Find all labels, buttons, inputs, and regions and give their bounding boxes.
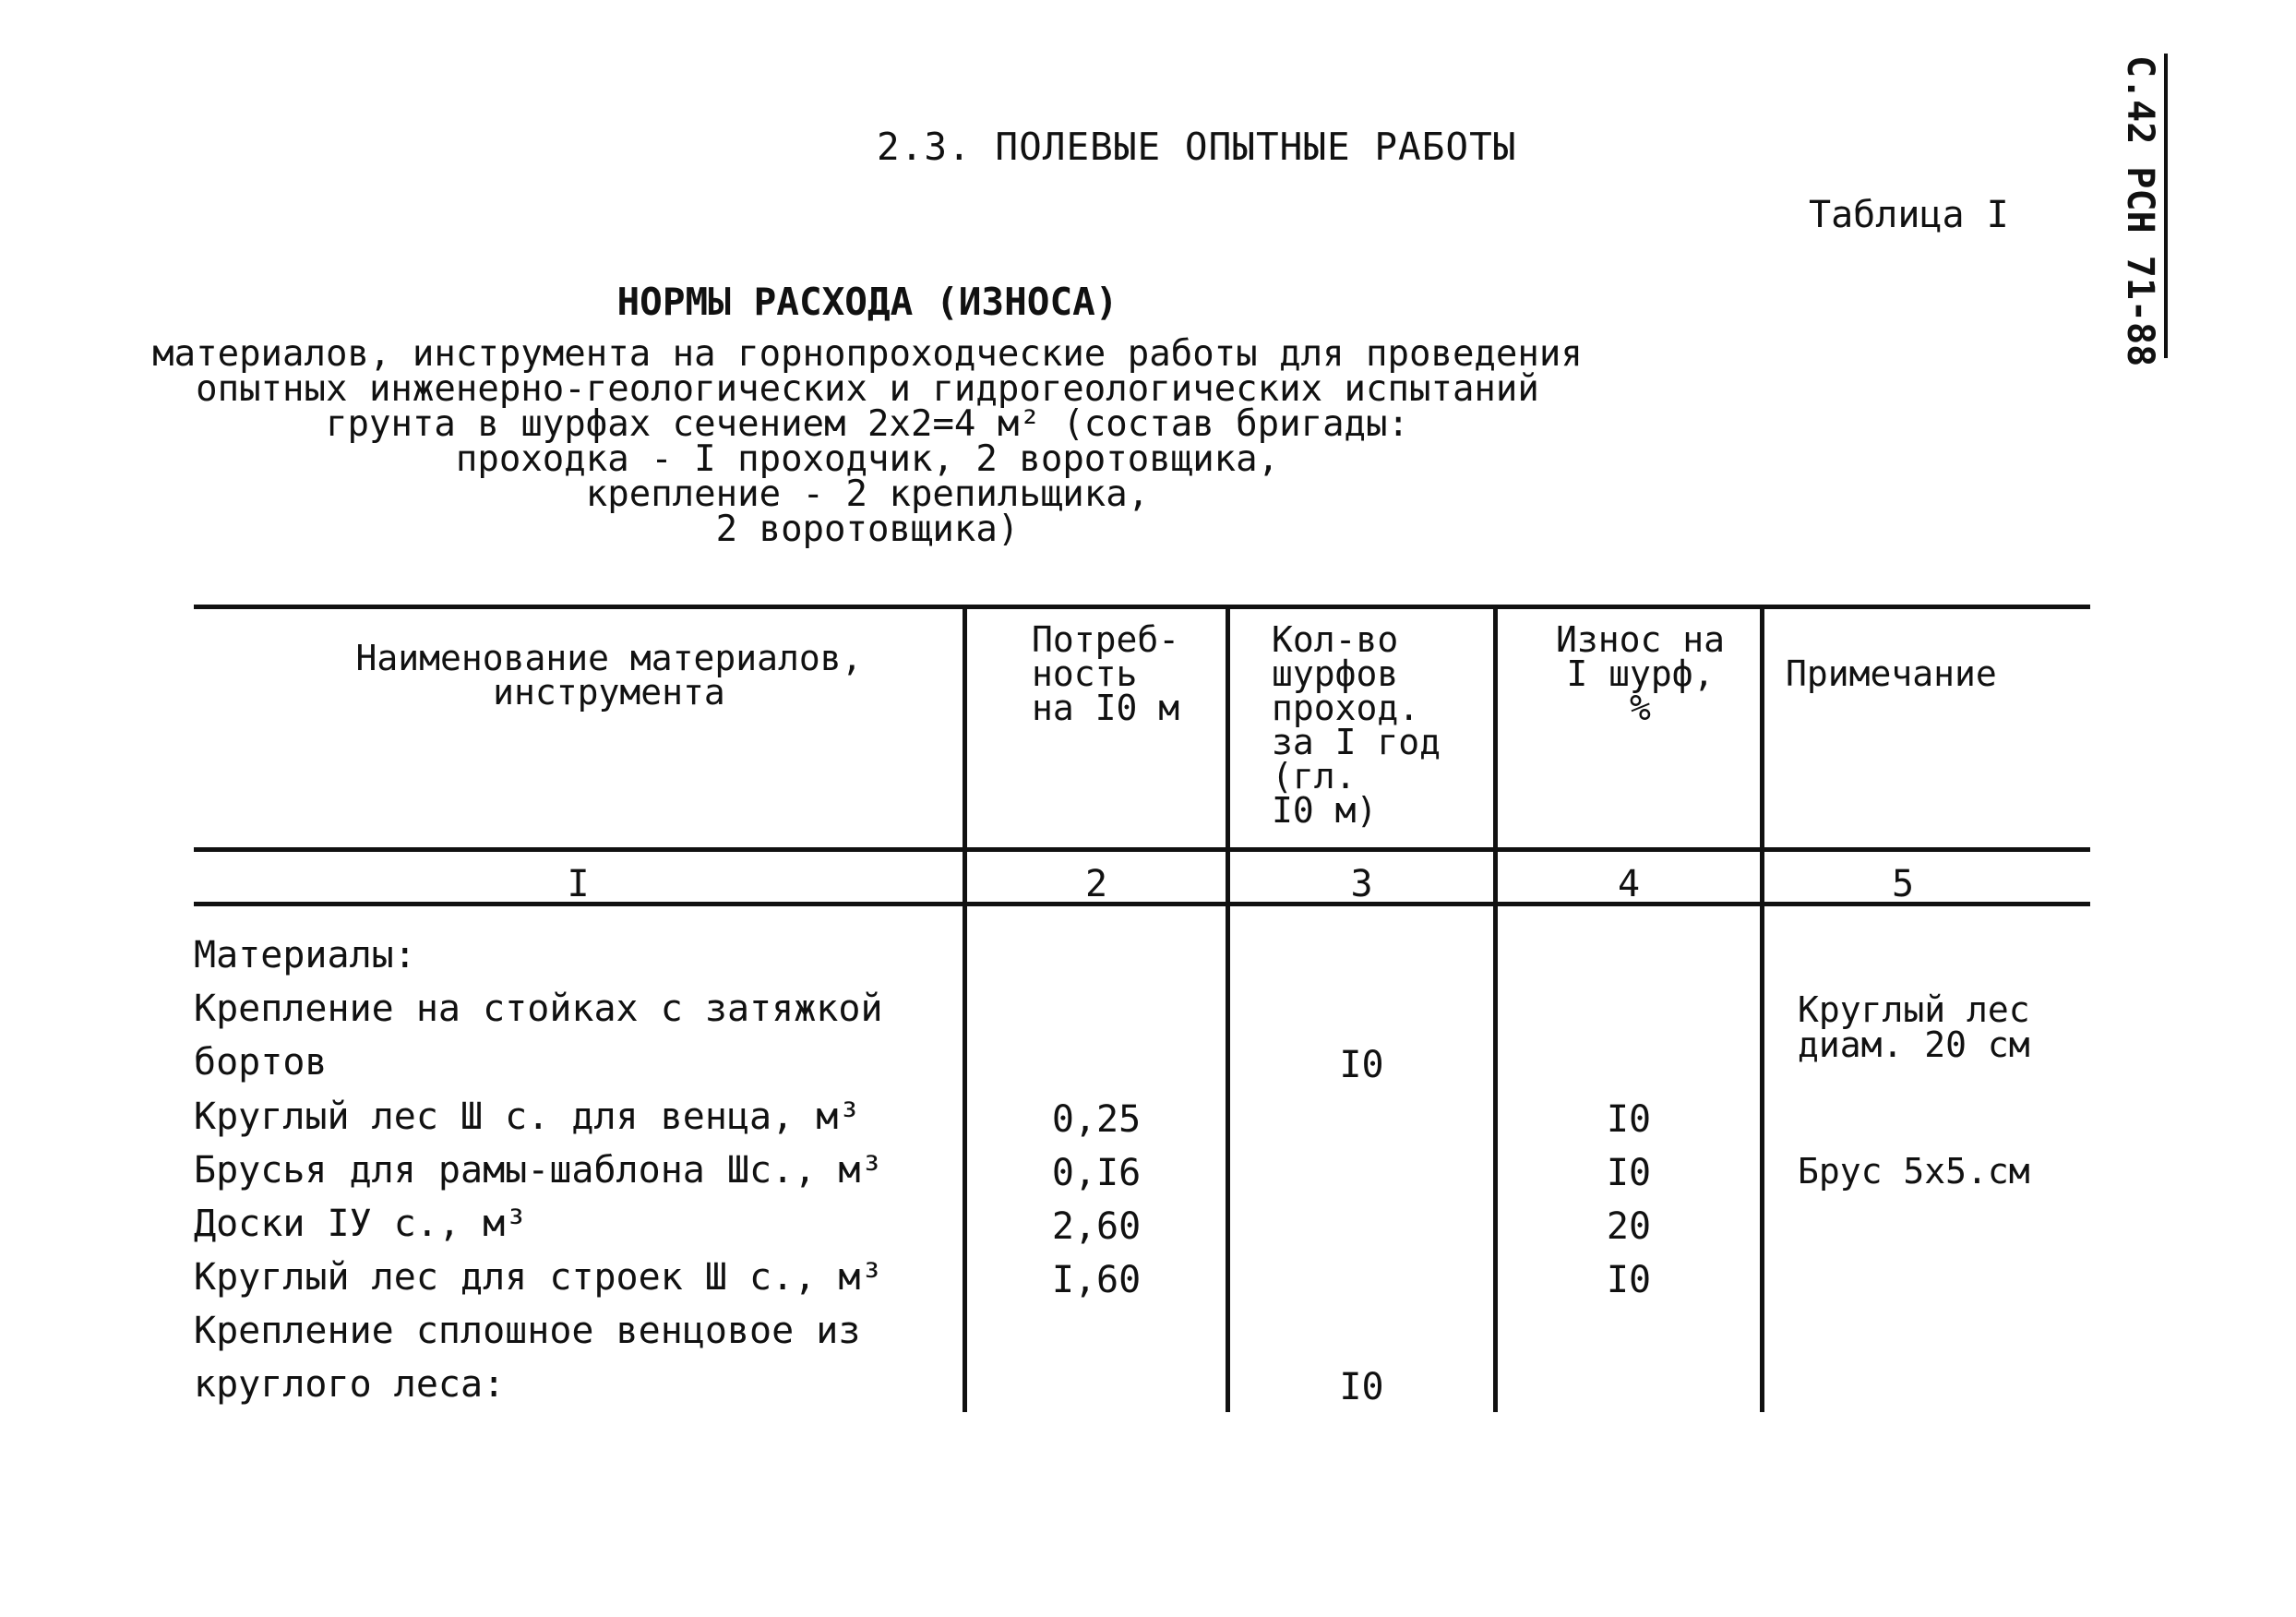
margin-rule: [2164, 54, 2168, 358]
margin-code-text: С.42 РСН 71-88: [2119, 55, 2161, 367]
row-name: Доски IУ с., м³: [194, 1203, 528, 1245]
col-number: 3: [1350, 863, 1373, 905]
row-name: Брусья для рамы-шаблона Шс., м³: [194, 1149, 883, 1192]
subtitle-line: опытных инженерно-геологических и гидрогеологических испытаний: [196, 368, 1539, 410]
row-name: Крепление сплошное венцовое из: [194, 1310, 861, 1352]
row-name: Материалы:: [194, 934, 416, 976]
col-header-wear: Износ на I шурф, %: [1555, 619, 1726, 728]
row-count: I0: [1339, 1366, 1384, 1408]
column-divider: [1760, 605, 1764, 1412]
header-bottom-rule: [194, 847, 2090, 852]
row-count: I0: [1339, 1044, 1384, 1086]
col-header-name: Наименование материалов, инструмента: [355, 638, 863, 713]
row-note: Брус 5х5.см: [1798, 1151, 2030, 1192]
document-title: НОРМЫ РАСХОДА (ИЗНОСА): [616, 280, 1118, 324]
row-note: Круглый лес диам. 20 см: [1798, 989, 2030, 1065]
row-name: Крепление на стойках с затяжкой: [194, 988, 883, 1030]
section-title: 2.3. ПОЛЕВЫЕ ОПЫТНЫЕ РАБОТЫ: [877, 125, 1517, 169]
row-name: Круглый лес Ш с. для венца, м³: [194, 1096, 861, 1138]
subtitle-line: 2 воротовщика): [715, 509, 1020, 550]
col-number: I: [567, 863, 590, 905]
subtitle-line: грунта в шурфах сечением 2х2=4 м² (состав бригады:: [326, 403, 1409, 445]
row-name: бортов: [194, 1041, 328, 1084]
document-subtitle: [0, 333, 1735, 550]
row-need: 0,25: [1051, 1098, 1142, 1141]
column-divider: [1226, 605, 1230, 1412]
table-label: Таблица I: [1809, 194, 2009, 236]
margin-page-code: [2113, 55, 2169, 369]
row-name: Круглый лес для строек Ш с., м³: [194, 1256, 883, 1299]
col-number: 4: [1617, 863, 1641, 905]
subtitle-line: материалов, инструмента на горнопроходческие работы для проведения: [152, 333, 1583, 375]
row-name: круглого леса:: [194, 1363, 506, 1406]
subtitle-line: крепление - 2 крепильщика,: [585, 473, 1150, 515]
row-wear: I0: [1606, 1098, 1652, 1141]
col-header-note: Примечание: [1786, 653, 1997, 694]
col-number: 2: [1084, 863, 1108, 905]
col-header-need: Потреб- ность на I0 м: [1032, 619, 1180, 728]
row-wear: I0: [1606, 1259, 1652, 1301]
table-top-rule: [194, 605, 2090, 609]
row-need: 2,60: [1051, 1205, 1142, 1248]
row-wear: I0: [1606, 1152, 1652, 1194]
subtitle-line: проходка - I проходчик, 2 воротовщика,: [455, 438, 1280, 480]
row-need: 0,I6: [1051, 1152, 1142, 1194]
col-header-count: Кол-во шурфов проход. за I год (гл. I0 м): [1272, 619, 1441, 831]
col-number: 5: [1891, 863, 1915, 905]
row-need: I,60: [1051, 1259, 1142, 1301]
row-wear: 20: [1606, 1205, 1652, 1248]
